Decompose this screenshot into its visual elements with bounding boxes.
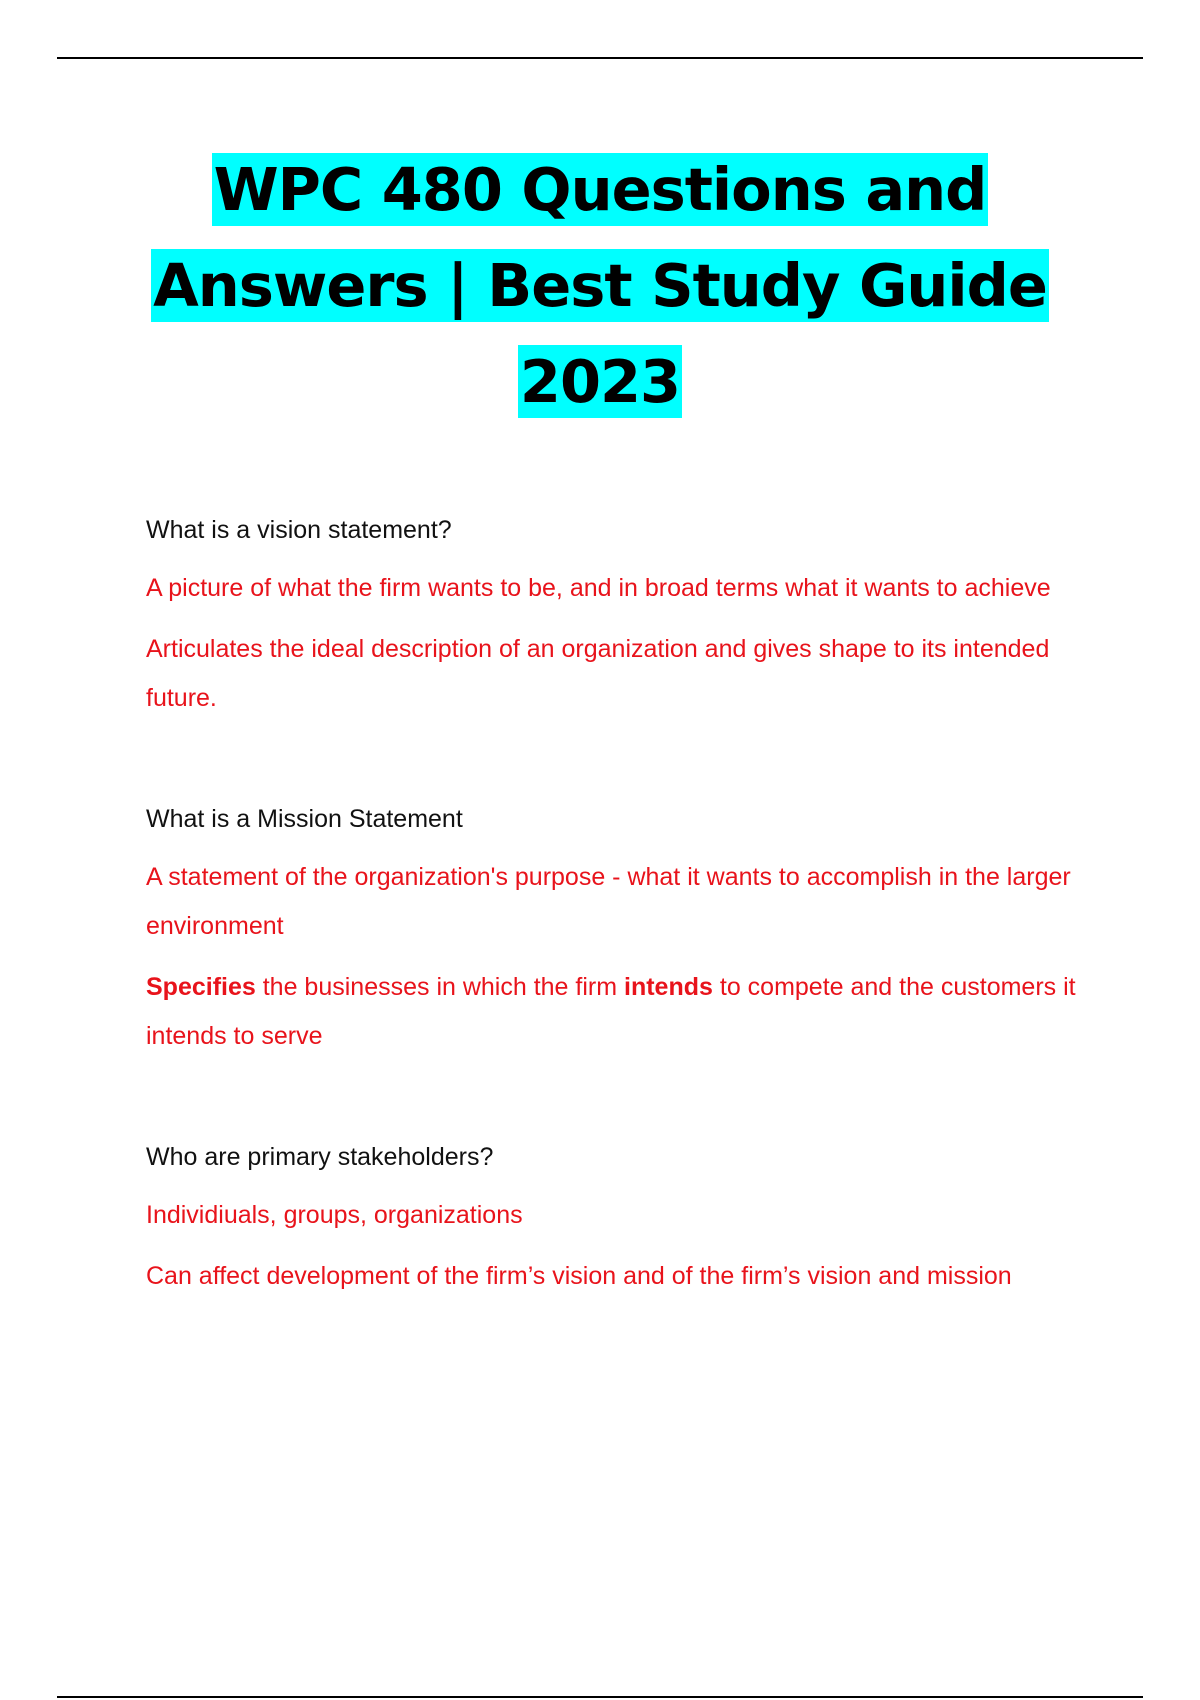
footer-rule xyxy=(57,1696,1143,1698)
question: What is a vision statement? xyxy=(146,516,452,544)
question: What is a Mission Statement xyxy=(146,805,463,833)
answer-rich xyxy=(146,963,1076,1061)
header-rule xyxy=(57,57,1143,59)
qa-item-mission xyxy=(146,797,1076,1061)
answer: Articulates the ideal description of an organization and gives shape to its intended future. xyxy=(146,635,1050,712)
title-line-1: WPC 480 Questions and xyxy=(213,155,987,224)
qa-item-stakeholders xyxy=(146,1135,1076,1301)
answer: Can affect development of the firm’s vision and of the firm’s vision and mission xyxy=(146,1262,1012,1290)
answer: A picture of what the firm wants to be, and in broad terms what it wants to achieve xyxy=(146,574,1051,602)
qa-list xyxy=(146,508,1076,1375)
answer: Individiuals, groups, organizations xyxy=(146,1201,523,1229)
qa-item-vision xyxy=(146,508,1076,723)
answer-text: the businesses in which the firm xyxy=(255,973,625,1001)
document-title xyxy=(120,142,1080,430)
answer: A statement of the organization's purpose - what it wants to accomplish in the larger environment xyxy=(146,863,1071,940)
bold-term: Specifies xyxy=(146,973,256,1001)
bold-term: intends xyxy=(624,973,713,1001)
title-line-2: Answers | Best Study Guide xyxy=(153,251,1047,320)
title-line-3: 2023 xyxy=(519,347,681,416)
question: Who are primary stakeholders? xyxy=(146,1143,494,1171)
answer-text: to compete and the customers it intends to serve xyxy=(146,973,1076,1050)
